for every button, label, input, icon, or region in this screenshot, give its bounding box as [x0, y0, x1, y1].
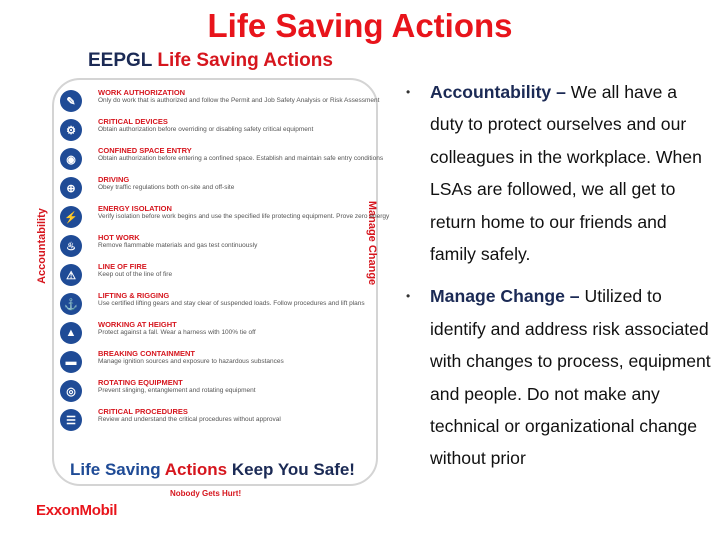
lsa-item-description: Obtain authorization before entering a confined space. Establish and maintain safe entry conditions: [98, 155, 384, 162]
lsa-item: [60, 320, 360, 349]
harness-icon: ▲: [60, 322, 82, 344]
lsa-item-title: DRIVING: [98, 175, 130, 184]
lsa-item-description: Only do work that is authorized and follow the Permit and Job Safety Analysis or Risk Assessment: [98, 97, 380, 104]
bullet-dot-icon: •: [406, 289, 411, 304]
bullet-text: [430, 76, 714, 270]
steering-wheel-icon: ⊕: [60, 177, 82, 199]
tagline-part-2: Actions: [164, 460, 232, 479]
lsa-item-description: Manage ignition sources and exposure to hazardous substances: [98, 358, 284, 365]
accountability-side-label: Accountability: [36, 208, 48, 284]
lsa-item-title: WORK AUTHORIZATION: [98, 88, 186, 97]
slide-title: Life Saving Actions: [207, 7, 513, 44]
poster-heading-title: Life Saving Actions: [157, 50, 333, 71]
bullet-body: Utilized to identify and address risk associated with changes to process, equipment and people. Do not make any technical or organizational change without prior: [430, 286, 711, 469]
poster-heading-org: EEPGL: [88, 50, 153, 71]
lsa-item-description: Verify isolation before work begins and use the specified life protecting equipment. Prove zero energy: [98, 213, 390, 220]
lsa-item-description: Obey traffic regulations both on-site and off-site: [98, 184, 235, 191]
bullet-term: Manage Change –: [430, 286, 585, 307]
lsa-item: [60, 349, 360, 378]
lsa-item: [60, 233, 360, 262]
lsa-item-title: ENERGY ISOLATION: [98, 204, 172, 213]
critical-device-icon: ⚙: [60, 119, 82, 141]
flame-icon: ♨: [60, 235, 82, 257]
lsa-item: [60, 378, 360, 407]
exxonmobil-logo: ExxonMobil: [36, 502, 118, 519]
tagline-part-1: Life Saving: [70, 460, 165, 479]
lsa-item-description: Protect against a fall. Wear a harness with 100% tie off: [98, 329, 256, 336]
lsa-item-description: Keep out of the line of fire: [98, 271, 173, 278]
poster-tagline: [70, 460, 355, 480]
lsa-item: [60, 262, 360, 291]
lsa-item-title: LINE OF FIRE: [98, 262, 147, 271]
tagline-part-3: Keep You Safe!: [231, 460, 355, 479]
lsa-item-description: Use certified lifting gears and stay clear of suspended loads. Follow procedures and lift plans: [98, 300, 365, 307]
bullet-item: [402, 76, 714, 270]
bullet-text: [430, 280, 714, 474]
lsa-item: [60, 291, 365, 320]
lsa-item-title: CRITICAL PROCEDURES: [98, 407, 188, 416]
lsa-item-description: Remove flammable materials and gas test continuously: [98, 242, 258, 249]
lsa-item-title: WORKING AT HEIGHT: [98, 320, 177, 329]
lsa-item-title: ROTATING EQUIPMENT: [98, 378, 183, 387]
lsa-item-title: CONFINED SPACE ENTRY: [98, 146, 192, 155]
lsa-item-title: LIFTING & RIGGING: [98, 291, 170, 300]
lsa-item: [60, 146, 384, 175]
poster-heading: [88, 50, 333, 72]
rotating-equipment-icon: ◎: [60, 380, 82, 402]
bullet-dot-icon: •: [406, 85, 411, 99]
lsa-item-title: BREAKING CONTAINMENT: [98, 349, 195, 358]
lsa-item: [60, 88, 380, 117]
lsa-item-title: CRITICAL DEVICES: [98, 117, 168, 126]
lsa-item-description: Review and understand the critical procedures without approval: [98, 416, 281, 423]
bullet-item: [402, 280, 714, 474]
lsa-item-description: Obtain authorization before overriding or disabling safety critical equipment: [98, 126, 314, 133]
line-of-fire-icon: ⚠: [60, 264, 82, 286]
bullet-list: [402, 76, 714, 485]
lsa-item: [60, 175, 360, 204]
bullet-term: Accountability –: [430, 82, 571, 102]
energy-lock-icon: ⚡: [60, 206, 82, 228]
lsa-item: [60, 204, 390, 233]
clipboard-icon: ✎: [60, 90, 82, 112]
pipe-flange-icon: ▬: [60, 351, 82, 373]
life-saving-actions-poster: [18, 44, 390, 540]
lsa-item-title: HOT WORK: [98, 233, 140, 242]
confined-space-icon: ◉: [60, 148, 82, 170]
lsa-item: [60, 117, 360, 146]
bullet-body: We all have a duty to protect ourselves and our colleagues in the workplace. When LSAs are followed, we all get to return home to our friends and family safely.: [430, 82, 702, 265]
procedure-document-icon: ☰: [60, 409, 82, 431]
lsa-item-description: Prevent slinging, entanglement and rotating equipment: [98, 387, 256, 394]
manage-change-side-label: Manage Change: [366, 200, 378, 286]
crane-hook-icon: ⚓: [60, 293, 82, 315]
nobody-gets-hurt-slogan: Nobody Gets Hurt!: [170, 489, 242, 498]
lsa-item: [60, 407, 360, 436]
